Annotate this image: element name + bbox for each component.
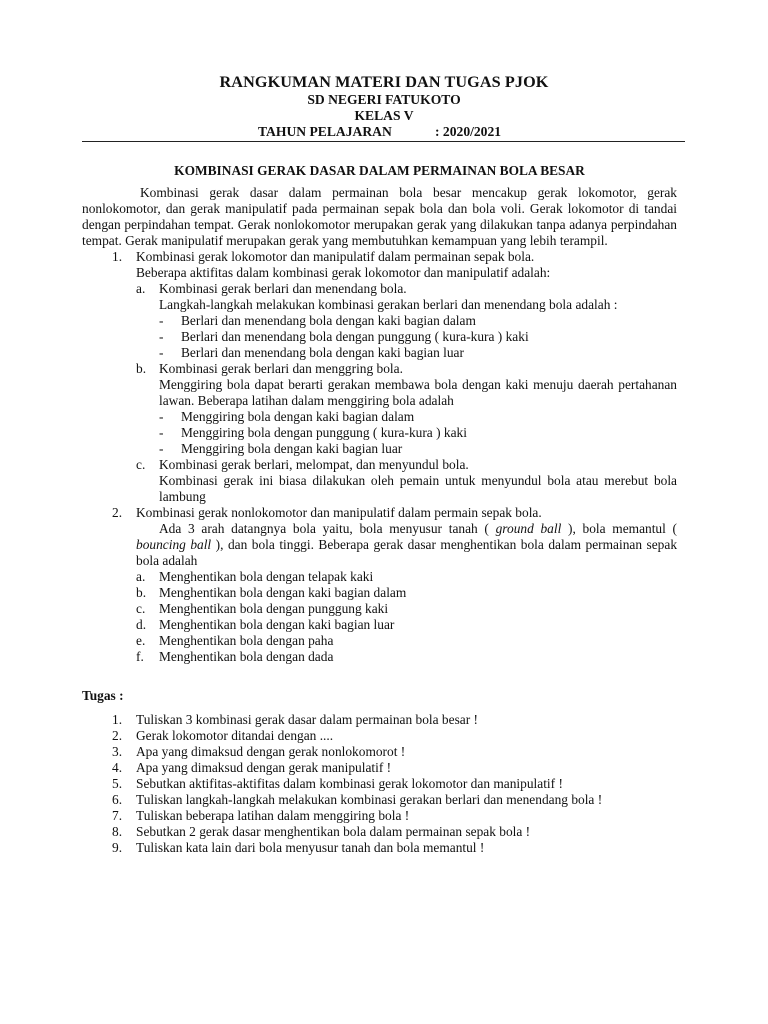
- task-item: [82, 728, 677, 744]
- task-number: 6.: [112, 792, 123, 807]
- task-text: Tuliskan 3 kombinasi gerak dasar dalam permainan bola besar !: [136, 712, 478, 727]
- bullet-item: [82, 329, 677, 345]
- sub-a-desc: Langkah-langkah melakukan kombinasi gerakan berlari dan menendang bola adalah :: [159, 297, 618, 312]
- task-item: [82, 824, 677, 840]
- task-number: 7.: [112, 808, 123, 823]
- sub-letter: d.: [136, 617, 147, 632]
- stop-text: Menghentikan bola dengan dada: [159, 649, 334, 664]
- task-item: [82, 808, 677, 824]
- item1-title: Kombinasi gerak lokomotor dan manipulatif dalam permainan sepak bola.: [136, 249, 535, 264]
- sub-letter: f.: [136, 649, 144, 664]
- stop-item: [82, 633, 677, 649]
- sub-c-title: Kombinasi gerak berlari, melompat, dan menyundul bola.: [159, 457, 469, 472]
- item2-text-part: ), bola memantul (: [561, 521, 678, 536]
- bullet-text: Menggiring bola dengan punggung ( kura-kura ) kaki: [181, 425, 467, 440]
- bullet-text: Berlari dan menendang bola dengan punggung ( kura-kura ) kaki: [181, 329, 529, 344]
- sub-letter: a.: [136, 281, 146, 296]
- bullet-text: Berlari dan menendang bola dengan kaki bagian dalam: [181, 313, 476, 328]
- sub-letter: c.: [136, 601, 146, 616]
- list-item-1: [82, 249, 677, 265]
- task-text: Apa yang dimaksud dengan gerak nonlokomorot !: [136, 744, 406, 759]
- task-text: Tuliskan langkah-langkah melakukan kombinasi gerakan berlari dan menendang bola !: [136, 792, 603, 807]
- sub-letter: c.: [136, 457, 146, 472]
- item2-title: Kombinasi gerak nonlokomotor dan manipulatif dalam permain sepak bola.: [136, 505, 542, 520]
- task-text: Apa yang dimaksud dengan gerak manipulatif !: [136, 760, 392, 775]
- stop-text: Menghentikan bola dengan punggung kaki: [159, 601, 389, 616]
- sub-item-a: [82, 281, 677, 297]
- stop-item: [82, 569, 677, 585]
- dash-bullet: -: [159, 345, 164, 360]
- task-number: 9.: [112, 840, 123, 855]
- task-item: [82, 840, 677, 856]
- bullet-item: [82, 425, 677, 441]
- sub-c-desc: Kombinasi gerak ini biasa dilakukan oleh pemain untuk menyundul bola atau merebut bola lambung: [159, 473, 677, 504]
- task-item: [82, 744, 677, 760]
- intro-paragraph: Kombinasi gerak dasar dalam permainan bola besar mencakup gerak lokomotor, gerak nonlokomotor, dan gerak manipulatif pada permainan sepak bola dan bola voli. Gerak lokomotor di tandai dengan perpindahan tempat. Gerak nonlokomotor merupakan gerak yang dilakukan tanpa adanya perpindahan tempat. Gerak manipulatif merupakan gerak yang membutuhkan kemampuan yang lebih terampil.: [82, 185, 677, 248]
- list-number: 1.: [112, 249, 123, 264]
- school-name: SD NEGERI FATUKOTO: [307, 92, 461, 107]
- bullet-item: [82, 409, 677, 425]
- dash-bullet: -: [159, 441, 164, 456]
- task-number: 4.: [112, 760, 123, 775]
- term-ground-ball: ground ball: [495, 521, 562, 536]
- sub-letter: a.: [136, 569, 146, 584]
- task-item: [82, 712, 677, 728]
- task-item: [82, 792, 677, 808]
- document-title: RANGKUMAN MATERI DAN TUGAS PJOK: [219, 73, 549, 91]
- dash-bullet: -: [159, 329, 164, 344]
- stop-text: Menghentikan bola dengan kaki bagian dalam: [159, 585, 407, 600]
- task-number: 5.: [112, 776, 123, 791]
- bullet-text: Menggiring bola dengan kaki bagian luar: [181, 441, 403, 456]
- list-number: 2.: [112, 505, 123, 520]
- term-bouncing-ball: bouncing ball: [136, 537, 212, 552]
- stop-text: Menghentikan bola dengan paha: [159, 633, 334, 648]
- stop-text: Menghentikan bola dengan telapak kaki: [159, 569, 374, 584]
- task-item: [82, 776, 677, 792]
- item1-intro: Beberapa aktifitas dalam kombinasi gerak lokomotor dan manipulatif adalah:: [136, 265, 551, 280]
- bullet-item: [82, 441, 677, 457]
- sub-letter: b.: [136, 361, 147, 376]
- item2-paragraph: [136, 521, 677, 569]
- task-number: 2.: [112, 728, 123, 743]
- sub-a-title: Kombinasi gerak berlari dan menendang bola.: [159, 281, 407, 296]
- document-header: [0, 73, 768, 140]
- sub-letter: e.: [136, 633, 146, 648]
- sub-item-b: [82, 361, 677, 377]
- task-text: Sebutkan aktifitas-aktifitas dalam kombinasi gerak lokomotor dan manipulatif !: [136, 776, 563, 791]
- task-text: Tuliskan kata lain dari bola menyusur tanah dan bola memantul !: [136, 840, 485, 855]
- year-label: TAHUN PELAJARAN: [258, 124, 392, 139]
- year-value: : 2020/2021: [435, 124, 502, 139]
- header-divider: [82, 141, 685, 142]
- task-number: 3.: [112, 744, 123, 759]
- list-item-2: [82, 505, 677, 521]
- task-text: Tuliskan beberapa latihan dalam menggiring bola !: [136, 808, 410, 823]
- section-title: KOMBINASI GERAK DASAR DALAM PERMAINAN BOLA BESAR: [174, 163, 585, 178]
- bullet-item: [82, 345, 677, 361]
- school-year: [0, 124, 768, 140]
- sub-letter: b.: [136, 585, 147, 600]
- dash-bullet: -: [159, 313, 164, 328]
- sub-item-c: [82, 457, 677, 473]
- stop-text: Menghentikan bola dengan kaki bagian luar: [159, 617, 395, 632]
- item2-text-part: ), dan bola tinggi. Beberapa gerak dasar menghentikan bola dalam permainan sepak bola adalah: [136, 537, 678, 568]
- task-item: [82, 760, 677, 776]
- tugas-heading: Tugas :: [82, 688, 124, 703]
- dash-bullet: -: [159, 409, 164, 424]
- task-number: 1.: [112, 712, 123, 727]
- stop-item: [82, 585, 677, 601]
- task-text: Sebutkan 2 gerak dasar menghentikan bola dalam permainan sepak bola !: [136, 824, 531, 839]
- sub-b-title: Kombinasi gerak berlari dan menggring bola.: [159, 361, 403, 376]
- sub-b-desc: Menggiring bola dapat berarti gerakan membawa bola dengan kaki menuju daerah pertahanan lawan. Beberapa latihan dalam menggiring bola adalah: [159, 377, 677, 408]
- item2-text-part: Ada 3 arah datangnya bola yaitu, bola menyusur tanah (: [159, 521, 496, 536]
- dash-bullet: -: [159, 425, 164, 440]
- stop-item: [82, 617, 677, 633]
- bullet-text: Berlari dan menendang bola dengan kaki bagian luar: [181, 345, 464, 360]
- bullet-item: [82, 313, 677, 329]
- document-body: [82, 163, 677, 856]
- stop-item: [82, 601, 677, 617]
- bullet-text: Menggiring bola dengan kaki bagian dalam: [181, 409, 415, 424]
- stop-item: [82, 649, 677, 665]
- task-text: Gerak lokomotor ditandai dengan ....: [136, 728, 334, 743]
- class-label: KELAS V: [354, 108, 414, 123]
- task-number: 8.: [112, 824, 123, 839]
